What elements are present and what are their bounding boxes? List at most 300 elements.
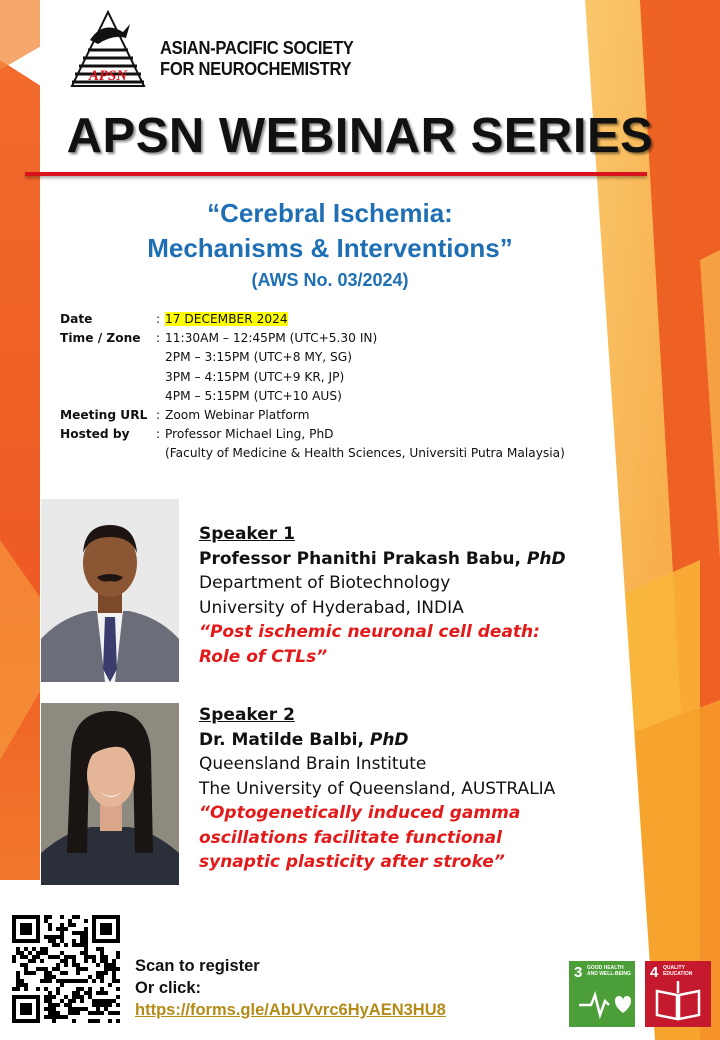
- speaker-2-block: [199, 703, 555, 875]
- qr-module: [52, 935, 56, 939]
- qr-module: [100, 955, 104, 959]
- qr-module: [76, 987, 80, 991]
- speaker-1-name: [199, 547, 566, 572]
- qr-module: [68, 919, 72, 923]
- qr-module: [52, 1011, 56, 1015]
- qr-module: [92, 979, 96, 983]
- qr-module: [80, 1007, 84, 1011]
- qr-module: [56, 987, 60, 991]
- qr-module: [60, 999, 64, 1003]
- qr-module: [116, 967, 120, 971]
- colon: :: [156, 408, 161, 423]
- society-line-2: FOR NEUROCHEMISTRY: [160, 59, 352, 79]
- qr-module: [104, 963, 108, 967]
- qr-module: [56, 1015, 60, 1019]
- qr-module: [76, 971, 80, 975]
- qr-module: [24, 971, 28, 975]
- qr-module: [84, 943, 88, 947]
- qr-module: [84, 951, 88, 955]
- qr-module: [52, 1019, 56, 1023]
- qr-module: [60, 939, 64, 943]
- qr-module: [76, 979, 80, 983]
- qr-module: [96, 1019, 100, 1023]
- qr-module: [76, 967, 80, 971]
- qr-module: [52, 943, 56, 947]
- time-value: 4PM – 5:15PM (UTC+10 AUS): [165, 388, 342, 403]
- qr-module: [36, 955, 40, 959]
- qr-module: [72, 1007, 76, 1011]
- qr-module: [72, 943, 76, 947]
- qr-module: [100, 947, 104, 951]
- qr-module: [96, 991, 100, 995]
- qr-module: [104, 999, 108, 1003]
- qr-module: [44, 975, 48, 979]
- qr-module: [16, 983, 20, 987]
- qr-module: [72, 959, 76, 963]
- qr-module: [116, 995, 120, 999]
- qr-module: [56, 1011, 60, 1015]
- qr-module: [72, 995, 76, 999]
- qr-module: [40, 947, 44, 951]
- qr-module: [116, 1003, 120, 1007]
- qr-module: [20, 983, 24, 987]
- qr-module: [84, 967, 88, 971]
- qr-module: [72, 931, 76, 935]
- qr-module: [52, 995, 56, 999]
- time-value: 3PM – 4:15PM (UTC+9 KR, JP): [165, 369, 345, 384]
- qr-module: [88, 975, 92, 979]
- qr-module: [64, 995, 68, 999]
- qr-module: [76, 931, 80, 935]
- qr-module: [44, 995, 48, 999]
- colon: :: [156, 331, 161, 346]
- qr-module: [36, 951, 40, 955]
- qr-module: [56, 1003, 60, 1007]
- qr-module: [44, 987, 48, 991]
- qr-module: [76, 995, 80, 999]
- qr-module: [108, 1011, 112, 1015]
- qr-module: [32, 971, 36, 975]
- qr-module: [16, 971, 20, 975]
- qr-module: [68, 1011, 72, 1015]
- qr-module: [40, 951, 44, 955]
- qr-module: [60, 915, 64, 919]
- book-icon: [645, 961, 711, 1027]
- qr-module: [76, 1011, 80, 1015]
- qr-module: [68, 1007, 72, 1011]
- qr-module: [32, 955, 36, 959]
- qr-module: [44, 1007, 48, 1011]
- qr-module: [64, 979, 68, 983]
- qr-module: [80, 979, 84, 983]
- qr-module: [116, 1011, 120, 1015]
- time-value: 2PM – 3:15PM (UTC+8 MY, SG): [165, 350, 352, 365]
- qr-module: [28, 971, 32, 975]
- qr-module: [44, 971, 48, 975]
- qr-module: [52, 967, 56, 971]
- series-title: APSN WEBINAR SERIES: [66, 109, 654, 163]
- qr-module: [44, 935, 48, 939]
- qr-module: [44, 979, 48, 983]
- qr-module: [96, 1007, 100, 1011]
- qr-module: [60, 979, 64, 983]
- qr-module: [92, 1003, 96, 1007]
- qr-module: [48, 955, 52, 959]
- qr-module: [112, 1011, 116, 1015]
- url-value: Zoom Webinar Platform: [165, 408, 310, 423]
- qr-module: [92, 1011, 96, 1015]
- qr-module: [48, 927, 52, 931]
- title-divider: [25, 172, 647, 176]
- qr-module: [84, 939, 88, 943]
- qr-module: [84, 1007, 88, 1011]
- host-label: Hosted by: [60, 427, 130, 442]
- qr-module: [68, 1003, 72, 1007]
- qr-module: [72, 923, 76, 927]
- qr-module: [48, 975, 52, 979]
- qr-module: [68, 923, 72, 927]
- qr-module: [112, 967, 116, 971]
- qr-module: [72, 999, 76, 1003]
- qr-module: [64, 971, 68, 975]
- speaker-1-photo: [41, 499, 179, 682]
- qr-module: [96, 971, 100, 975]
- qr-module: [84, 959, 88, 963]
- qr-module: [116, 979, 120, 983]
- qr-module: [24, 967, 28, 971]
- qr-module: [68, 955, 72, 959]
- time-row: [60, 329, 565, 348]
- qr-module: [48, 939, 52, 943]
- speaker-1-label: Speaker 1: [199, 524, 295, 544]
- qr-module: [20, 1003, 32, 1015]
- qr-module: [48, 923, 52, 927]
- qr-module: [100, 959, 104, 963]
- registration-qr-code[interactable]: [12, 915, 120, 1023]
- qr-module: [100, 1003, 104, 1007]
- date-value: 17 DECEMBER 2024: [165, 312, 288, 326]
- qr-module: [108, 963, 112, 967]
- qr-module: [56, 991, 60, 995]
- qr-module: [16, 951, 20, 955]
- speaker-2-talk-line-1: “Optogenetically induced gamma: [199, 803, 521, 823]
- qr-module: [48, 999, 52, 1003]
- qr-module: [64, 1003, 68, 1007]
- qr-module: [72, 1019, 76, 1023]
- qr-module: [84, 955, 88, 959]
- qr-module: [92, 955, 96, 959]
- qr-module: [112, 971, 116, 975]
- speaker-2-dept: Queensland Brain Institute: [199, 754, 427, 774]
- host-row: [60, 425, 565, 444]
- qr-module: [60, 959, 64, 963]
- qr-module: [36, 987, 40, 991]
- date-row: [60, 310, 565, 329]
- qr-module: [84, 991, 88, 995]
- qr-module: [96, 975, 100, 979]
- qr-module: [104, 991, 108, 995]
- logo-text: APSN: [88, 68, 128, 84]
- qr-module: [80, 943, 84, 947]
- time-value: 11:30AM – 12:45PM (UTC+5.30 IN): [165, 331, 378, 346]
- register-block: [135, 955, 446, 1021]
- qr-module: [100, 923, 112, 935]
- sdg-4-number: 4: [650, 964, 659, 981]
- qr-module: [24, 983, 28, 987]
- qr-module: [24, 947, 28, 951]
- qr-module: [80, 995, 84, 999]
- qr-module: [60, 931, 64, 935]
- colon: :: [156, 312, 161, 326]
- qr-module: [80, 999, 84, 1003]
- url-label: Meeting URL: [60, 408, 148, 423]
- qr-module: [76, 963, 80, 967]
- qr-module: [56, 979, 60, 983]
- qr-module: [44, 1015, 48, 1019]
- qr-module: [108, 999, 112, 1003]
- qr-module: [44, 947, 48, 951]
- qr-module: [72, 991, 76, 995]
- qr-module: [44, 951, 48, 955]
- qr-module: [48, 1015, 52, 1019]
- sdg-4-text: QUALITY EDUCATION: [663, 965, 693, 977]
- speaker-2-name: [199, 728, 555, 753]
- qr-module: [48, 915, 52, 919]
- qr-module: [44, 999, 48, 1003]
- qr-module: [40, 979, 44, 983]
- speaker-2-institution: The University of Queensland, AUSTRALIA: [199, 778, 556, 799]
- qr-module: [44, 967, 48, 971]
- qr-module: [100, 971, 104, 975]
- qr-module: [72, 1011, 76, 1015]
- speaker-1-institution: University of Hyderabad, INDIA: [199, 597, 464, 618]
- qr-module: [84, 947, 88, 951]
- qr-module: [60, 983, 64, 987]
- qr-module: [104, 955, 108, 959]
- qr-module: [68, 979, 72, 983]
- qr-module: [12, 955, 16, 959]
- qr-module: [108, 967, 112, 971]
- apsn-logo: [68, 10, 148, 90]
- registration-link[interactable]: https://forms.gle/AbUVvrc6HyAEN3HU8: [135, 1001, 446, 1019]
- qr-module: [60, 927, 64, 931]
- speaker-2-talk-line-2: oscillations facilitate functional: [199, 827, 502, 848]
- heartbeat-icon: [569, 961, 635, 1027]
- url-row: [60, 406, 565, 425]
- talk-title: [0, 196, 660, 266]
- qr-module: [72, 915, 76, 919]
- qr-module: [88, 955, 92, 959]
- qr-module: [44, 915, 48, 919]
- qr-module: [116, 955, 120, 959]
- qr-module: [20, 951, 24, 955]
- speaker-1-degree: PhD: [526, 548, 566, 569]
- qr-module: [48, 991, 52, 995]
- qr-module: [96, 1011, 100, 1015]
- qr-module: [20, 923, 32, 935]
- qr-module: [28, 951, 32, 955]
- qr-module: [116, 951, 120, 955]
- qr-module: [20, 979, 24, 983]
- qr-module: [112, 963, 116, 967]
- qr-module: [88, 987, 92, 991]
- qr-module: [40, 959, 44, 963]
- qr-module: [84, 931, 88, 935]
- qr-module: [96, 963, 100, 967]
- aws-number: (AWS No. 03/2024): [251, 270, 409, 290]
- qr-module: [28, 959, 32, 963]
- qr-module: [32, 947, 36, 951]
- qr-module: [112, 979, 116, 983]
- sdg-4-badge: [645, 961, 711, 1027]
- speaker-2-label: Speaker 2: [199, 705, 295, 725]
- qr-module: [32, 959, 36, 963]
- qr-module: [56, 927, 60, 931]
- qr-module: [12, 987, 16, 991]
- qr-module: [48, 1011, 52, 1015]
- qr-module: [56, 963, 60, 967]
- qr-module: [80, 951, 84, 955]
- qr-module: [100, 979, 104, 983]
- qr-module: [52, 975, 56, 979]
- host-affiliation: (Faculty of Medicine & Health Sciences, Universiti Putra Malaysia): [165, 446, 565, 461]
- qr-module: [24, 963, 28, 967]
- qr-module: [52, 1007, 56, 1011]
- sdg-3-text: GOOD HEALTH AND WELL-BEING: [587, 965, 631, 977]
- time-label: Time / Zone: [60, 331, 141, 346]
- qr-module: [64, 959, 68, 963]
- qr-module: [76, 915, 80, 919]
- qr-module: [100, 991, 104, 995]
- qr-module: [96, 999, 100, 1003]
- society-name: [160, 38, 354, 80]
- qr-module: [76, 943, 80, 947]
- qr-module: [56, 935, 60, 939]
- qr-module: [60, 935, 64, 939]
- qr-module: [80, 939, 84, 943]
- speaker-2-name-text: Dr. Matilde Balbi,: [199, 729, 370, 750]
- qr-module: [76, 1007, 80, 1011]
- qr-module: [16, 947, 20, 951]
- qr-module: [100, 1011, 104, 1015]
- qr-module: [64, 1015, 68, 1019]
- event-details: [60, 310, 565, 464]
- qr-module: [92, 999, 96, 1003]
- qr-module: [24, 987, 28, 991]
- qr-module: [84, 935, 88, 939]
- qr-module: [80, 931, 84, 935]
- qr-module: [48, 1007, 52, 1011]
- speaker-1-talk-line-2: Role of CTLs”: [199, 646, 328, 667]
- qr-module: [76, 991, 80, 995]
- qr-module: [68, 999, 72, 1003]
- society-line-1: ASIAN-PACIFIC SOCIETY: [160, 38, 354, 58]
- qr-module: [80, 967, 84, 971]
- qr-module: [112, 999, 116, 1003]
- qr-module: [72, 979, 76, 983]
- qr-module: [84, 927, 88, 931]
- qr-module: [52, 955, 56, 959]
- qr-module: [72, 939, 76, 943]
- qr-module: [104, 1007, 108, 1011]
- qr-module: [88, 1011, 92, 1015]
- qr-module: [20, 955, 24, 959]
- qr-module: [88, 995, 92, 999]
- speaker-1-dept: Department of Biotechnology: [199, 573, 451, 593]
- qr-module: [64, 955, 68, 959]
- qr-module: [104, 967, 108, 971]
- qr-module: [104, 971, 108, 975]
- qr-module: [84, 919, 88, 923]
- qr-module: [88, 991, 92, 995]
- qr-module: [100, 951, 104, 955]
- speaker-2-degree: PhD: [369, 729, 409, 750]
- qr-module: [36, 967, 40, 971]
- qr-module: [48, 979, 52, 983]
- speaker-2-talk-line-3: synaptic plasticity after stroke”: [199, 852, 505, 872]
- qr-module: [44, 919, 48, 923]
- qr-module: [112, 975, 116, 979]
- qr-module: [64, 927, 68, 931]
- qr-module: [40, 967, 44, 971]
- talk-title-line-2: Mechanisms & Interventions”: [147, 233, 513, 263]
- qr-module: [84, 979, 88, 983]
- qr-module: [108, 1019, 112, 1023]
- colon: :: [156, 427, 161, 442]
- qr-module: [24, 955, 28, 959]
- sdg-3-badge: [569, 961, 635, 1027]
- qr-module: [48, 1003, 52, 1007]
- sdg-3-number: 3: [574, 964, 583, 981]
- qr-module: [64, 943, 68, 947]
- or-click: Or click:: [135, 979, 202, 997]
- qr-module: [16, 987, 20, 991]
- qr-module: [104, 1003, 108, 1007]
- qr-module: [60, 951, 64, 955]
- qr-module: [52, 1003, 56, 1007]
- qr-module: [12, 959, 16, 963]
- speaker-1-talk-line-1: “Post ischemic neuronal cell death:: [199, 622, 540, 642]
- qr-module: [92, 959, 96, 963]
- qr-module: [108, 983, 112, 987]
- qr-module: [56, 955, 60, 959]
- qr-module: [72, 955, 76, 959]
- qr-module: [100, 999, 104, 1003]
- qr-module: [52, 1015, 56, 1019]
- qr-module: [100, 975, 104, 979]
- qr-module: [80, 935, 84, 939]
- host-name: Professor Michael Ling, PhD: [165, 427, 334, 442]
- speaker-2-photo: [41, 703, 179, 885]
- qr-module: [60, 971, 64, 975]
- qr-module: [16, 975, 20, 979]
- qr-module: [100, 987, 104, 991]
- qr-module: [16, 979, 20, 983]
- speaker-1-name-text: Professor Phanithi Prakash Babu,: [199, 548, 527, 569]
- qr-module: [104, 959, 108, 963]
- qr-module: [72, 963, 76, 967]
- qr-module: [92, 1019, 96, 1023]
- speaker-1-block: [199, 522, 566, 669]
- date-label: Date: [60, 312, 93, 326]
- qr-module: [48, 971, 52, 975]
- qr-module: [96, 947, 100, 951]
- qr-module: [52, 939, 56, 943]
- scan-to-register: Scan to register: [135, 957, 260, 975]
- qr-module: [20, 963, 24, 967]
- qr-module: [60, 1015, 64, 1019]
- qr-module: [48, 935, 52, 939]
